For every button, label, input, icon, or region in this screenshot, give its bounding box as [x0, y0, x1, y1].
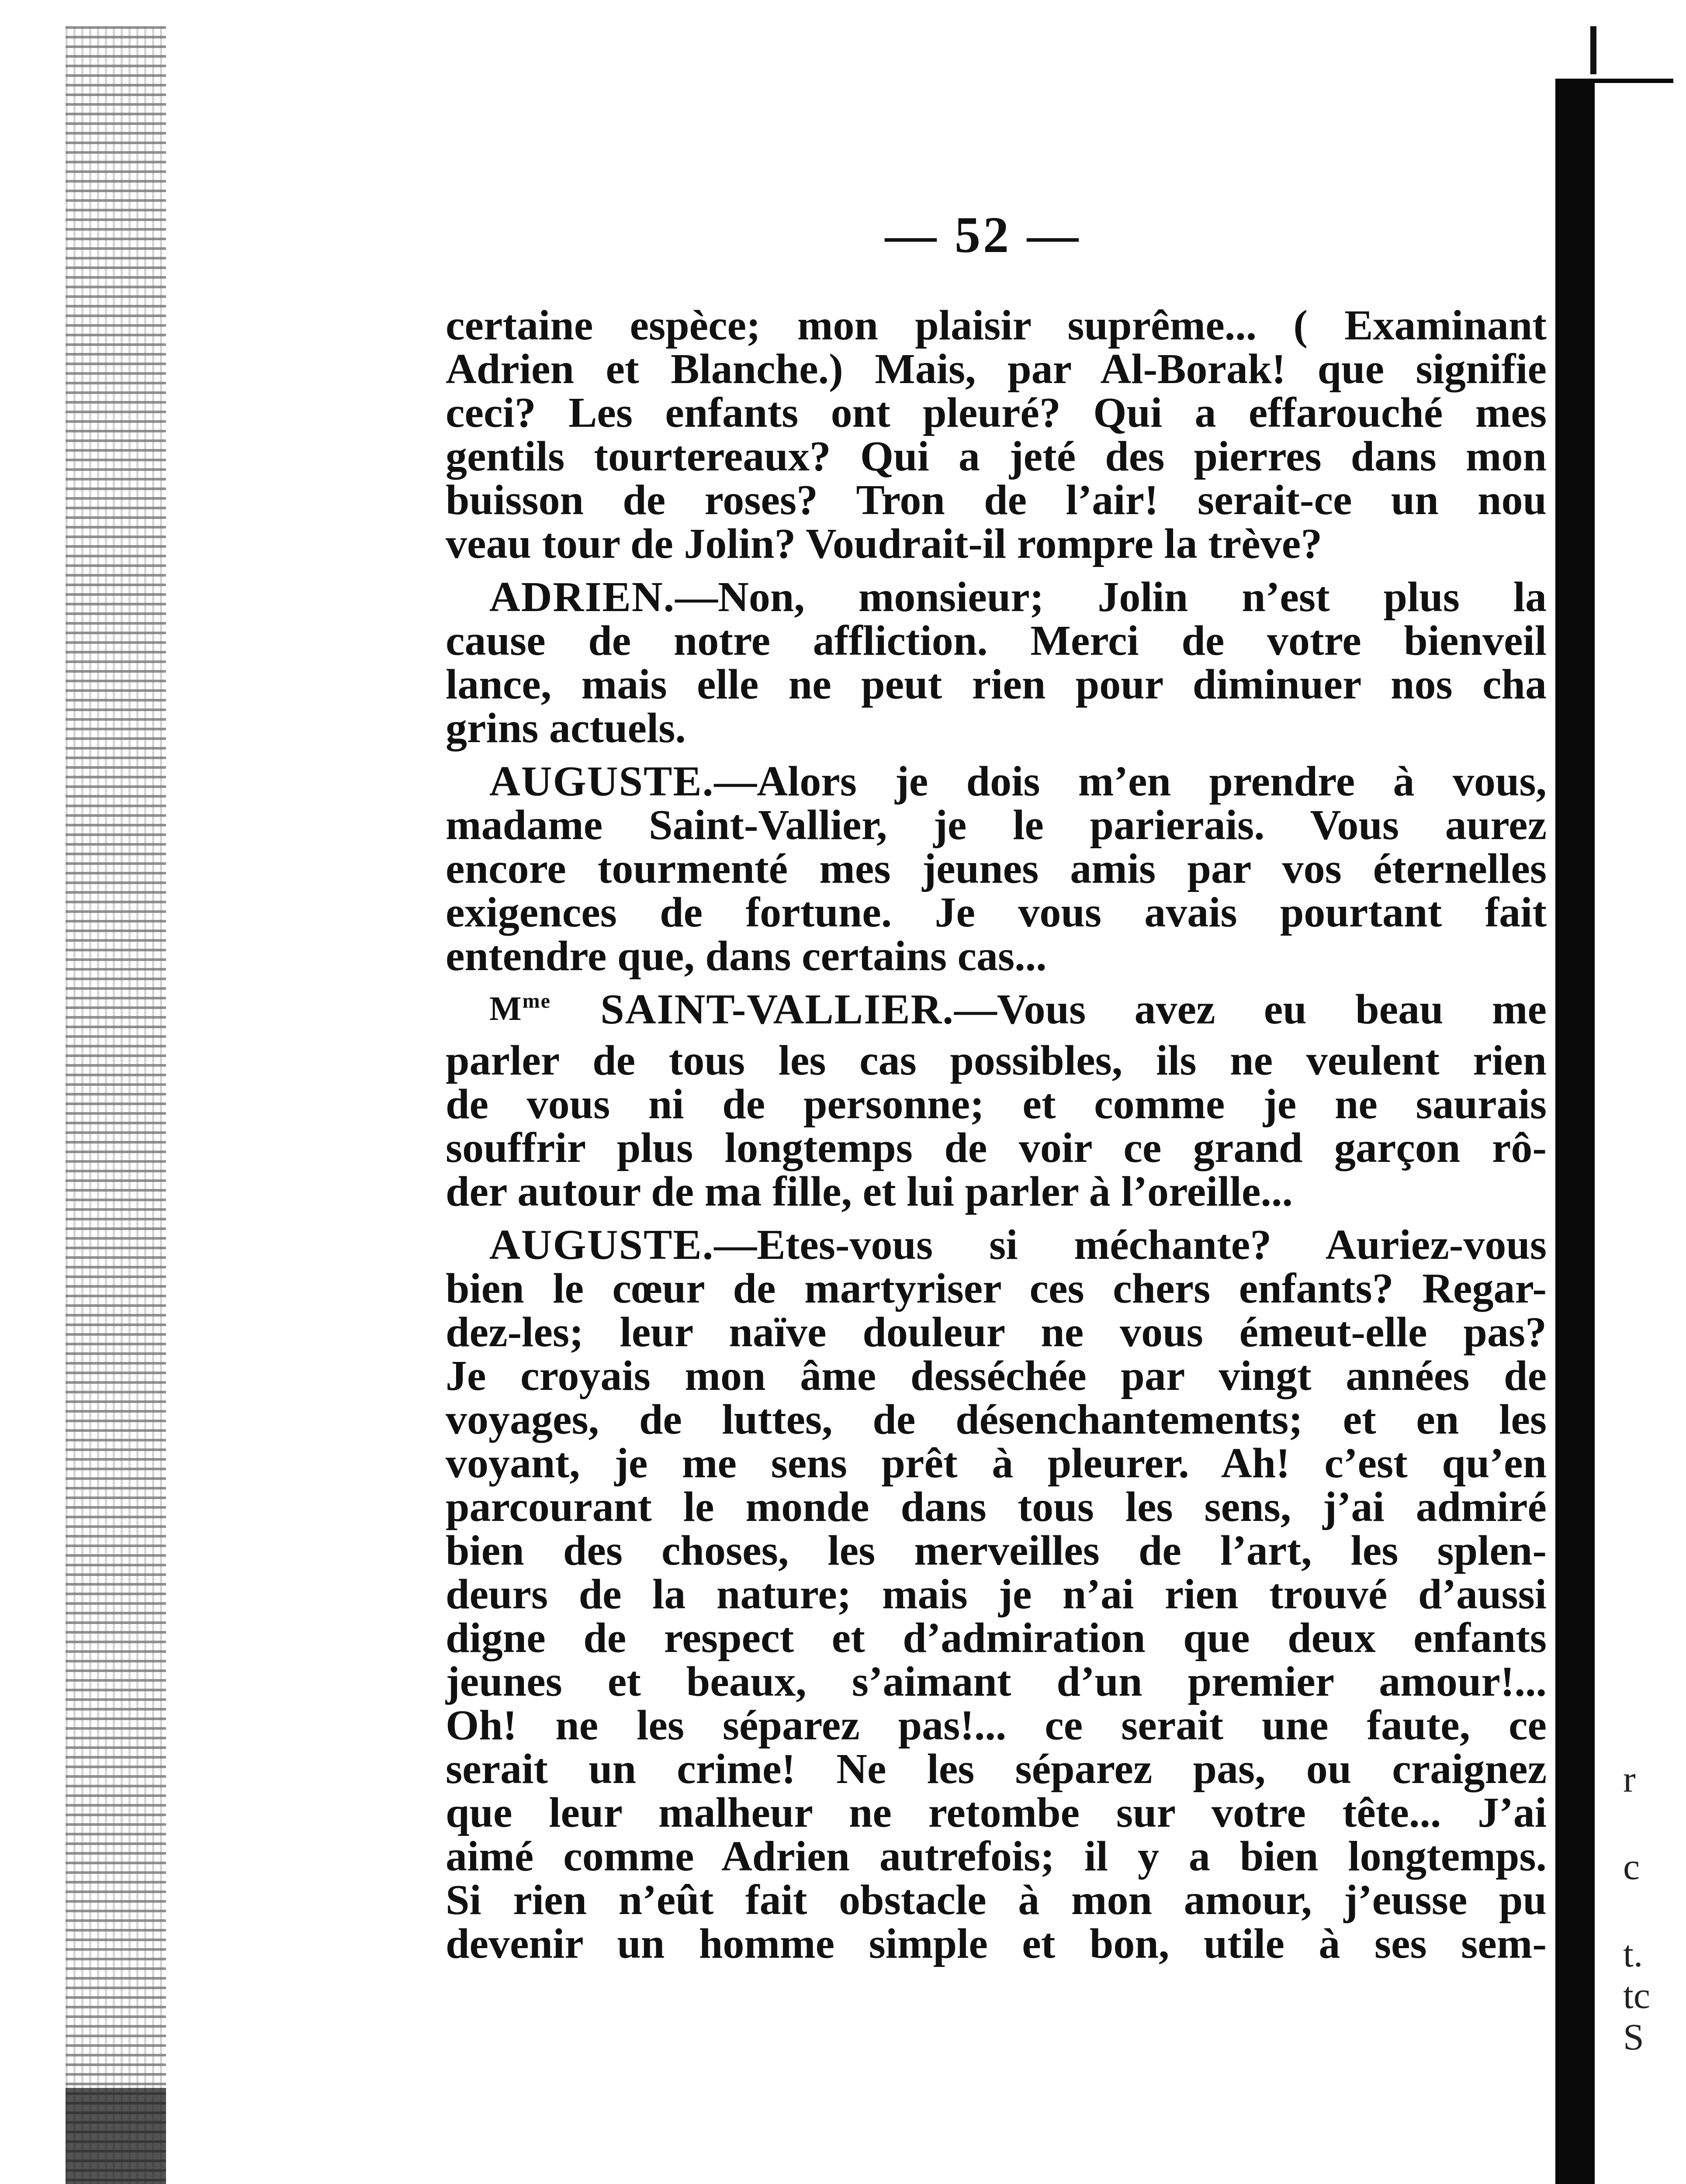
text-line-content: de vous ni de personne; et comme je ne saurais [446, 1081, 1547, 1128]
text-line-content: serait un crime! Ne les séparez pas, ou craignez [446, 1745, 1547, 1793]
text-line [446, 803, 1547, 847]
text-line-content: —Etes-vous si méchante? Auriez-vous [714, 1221, 1547, 1268]
text-line [446, 435, 1547, 478]
text-line-content: exigences de fortune. Je vous avais pourtant fait [446, 889, 1547, 936]
margin-letter: t. [1623, 1933, 1643, 1975]
text-line [446, 1835, 1547, 1878]
text-line-content: parler de tous les cas possibles, ils ne veulent rien [446, 1037, 1547, 1084]
speaker-title-m: M [489, 989, 523, 1027]
text-line-content: certaine espèce; mon plaisir suprême... ( Examinant [446, 302, 1547, 349]
text-line [446, 1791, 1547, 1835]
scan-right-tick [1590, 26, 1596, 74]
text-line-content: que leur malheur ne retombe sur votre tête... J’ai [446, 1789, 1547, 1836]
margin-letter: S [1623, 2016, 1644, 2058]
scan-right-binding-bar [1555, 79, 1595, 2184]
text-line [446, 1354, 1547, 1398]
text-line-content: souffrir plus longtemps de voir ce grand garçon rô- [446, 1124, 1547, 1171]
text-line-content: parcourant le monde dans tous les sens, j’ai admiré [446, 1483, 1547, 1531]
text-line-content: aimé comme Adrien autrefois; il y a bien longtemps. [446, 1833, 1547, 1880]
scan-left-gutter [66, 26, 166, 2184]
text-line [446, 1878, 1547, 1922]
text-line [446, 1267, 1547, 1310]
text-line [446, 304, 1547, 347]
text-line [446, 1529, 1547, 1572]
text-line-content: voyages, de luttes, de désenchantements; et en les [446, 1396, 1547, 1443]
text-line-content: digne de respect et d’admiration que deux enfants [446, 1614, 1547, 1662]
text-line-content: —Non, monsieur; Jolin n’est plus la [675, 574, 1547, 621]
text-line [446, 934, 1547, 978]
speaker-name: AUGUSTE. [489, 758, 714, 805]
speaker-surname: SAINT-VALLIER. [600, 986, 954, 1033]
text-line [446, 1170, 1547, 1213]
scan-right-bar-cap [1595, 79, 1673, 83]
text-line [446, 1660, 1547, 1704]
text-line [446, 347, 1547, 391]
text-line [446, 760, 1547, 803]
text-line [446, 847, 1547, 891]
text-line [446, 1398, 1547, 1441]
text-line [446, 1126, 1547, 1170]
text-line-content: encore tourmenté mes jeunes amis par vos éternelles [446, 845, 1547, 892]
text-line [446, 1223, 1547, 1267]
paragraph [446, 304, 1547, 566]
text-line-content: lance, mais elle ne peut rien pour diminuer nos cha [446, 661, 1547, 708]
text-line-content: voyant, je me sens prêt à pleurer. Ah! c’est qu’en [446, 1440, 1547, 1487]
text-line [446, 1082, 1547, 1126]
text-line-content: bien le cœur de martyriser ces chers enfants? Regar- [446, 1265, 1547, 1312]
speech-paragraph [446, 988, 1547, 1213]
speaker-name: AUGUSTE. [489, 1221, 714, 1268]
text-line-content: der autour de ma fille, et lui parler à l’oreille... [446, 1168, 1293, 1215]
text-line [446, 478, 1547, 522]
text-line [446, 575, 1547, 619]
text-line-content: Oh! ne les séparez pas!... ce serait une faute, ce [446, 1702, 1547, 1749]
text-line [446, 706, 1547, 750]
text-line [446, 1485, 1547, 1529]
text-line-content: gentils tourtereaux? Qui a jeté des pierres dans mon [446, 433, 1547, 480]
text-line [446, 1704, 1547, 1747]
speaker-title-me: me [522, 989, 551, 1013]
text-line-content: ceci? Les enfants ont pleuré? Qui a effarouché mes [446, 389, 1547, 436]
text-line [446, 1441, 1547, 1485]
speech-paragraph [446, 760, 1547, 978]
text-line-content: grins actuels. [446, 705, 686, 752]
text-line-content: devenir un homme simple et bon, utile à ses sem- [446, 1920, 1547, 1967]
page-number: — 52 — [885, 206, 1081, 263]
margin-letter: tc [1623, 1974, 1651, 2016]
text-line [446, 522, 1547, 566]
text-line-content: dez-les; leur naïve douleur ne vous émeut-elle pas? [446, 1309, 1547, 1356]
text-line [446, 391, 1547, 435]
text-line-content: madame Saint-Vallier, je le parierais. Vous aurez [446, 802, 1547, 849]
text-line-content: Je croyais mon âme desséchée par vingt années de [446, 1352, 1547, 1400]
text-line [446, 1922, 1547, 1966]
text-line [446, 891, 1547, 934]
scan-left-edge-shadow [66, 2088, 166, 2184]
text-line [446, 1616, 1547, 1660]
text-line-content: —Vous avez eu beau me [954, 986, 1547, 1033]
text-line-content: cause de notre affliction. Merci de votre bienveil [446, 617, 1547, 664]
page-body [446, 304, 1547, 1966]
text-line-content: entendre que, dans certains cas... [446, 933, 1047, 980]
text-line-content: Adrien et Blanche.) Mais, par Al-Borak! que signifie [446, 346, 1547, 393]
text-line-content: bien des choses, les merveilles de l’art, les splen- [446, 1527, 1547, 1574]
text-line-content: deurs de la nature; mais je n’ai rien trouvé d’aussi [446, 1571, 1547, 1618]
text-line [446, 619, 1547, 663]
speaker-name [489, 986, 954, 1033]
margin-letters [1623, 1760, 1676, 2060]
text-line [446, 663, 1547, 706]
text-line-content: Si rien n’eût fait obstacle à mon amour, j’eusse pu [446, 1876, 1547, 1924]
margin-letter: c [1623, 1845, 1640, 1887]
speaker-name: ADRIEN. [489, 574, 675, 621]
margin-letter: r [1623, 1758, 1636, 1800]
text-line-content: veau tour de Jolin? Voudrait-il rompre la trève? [446, 520, 1322, 567]
text-line-content: buisson de roses? Tron de l’air! serait-ce un nou [446, 477, 1547, 524]
text-line-content: jeunes et beaux, s’aimant d’un premier amour!... [446, 1658, 1547, 1705]
text-line [446, 1747, 1547, 1791]
text-line-content: —Alors je dois m’en prendre à vous, [714, 758, 1547, 805]
text-line [446, 1572, 1547, 1616]
text-line [446, 1310, 1547, 1354]
text-line [446, 1039, 1547, 1082]
speech-paragraph [446, 1223, 1547, 1966]
text-line [446, 988, 1547, 1039]
speech-paragraph [446, 575, 1547, 750]
